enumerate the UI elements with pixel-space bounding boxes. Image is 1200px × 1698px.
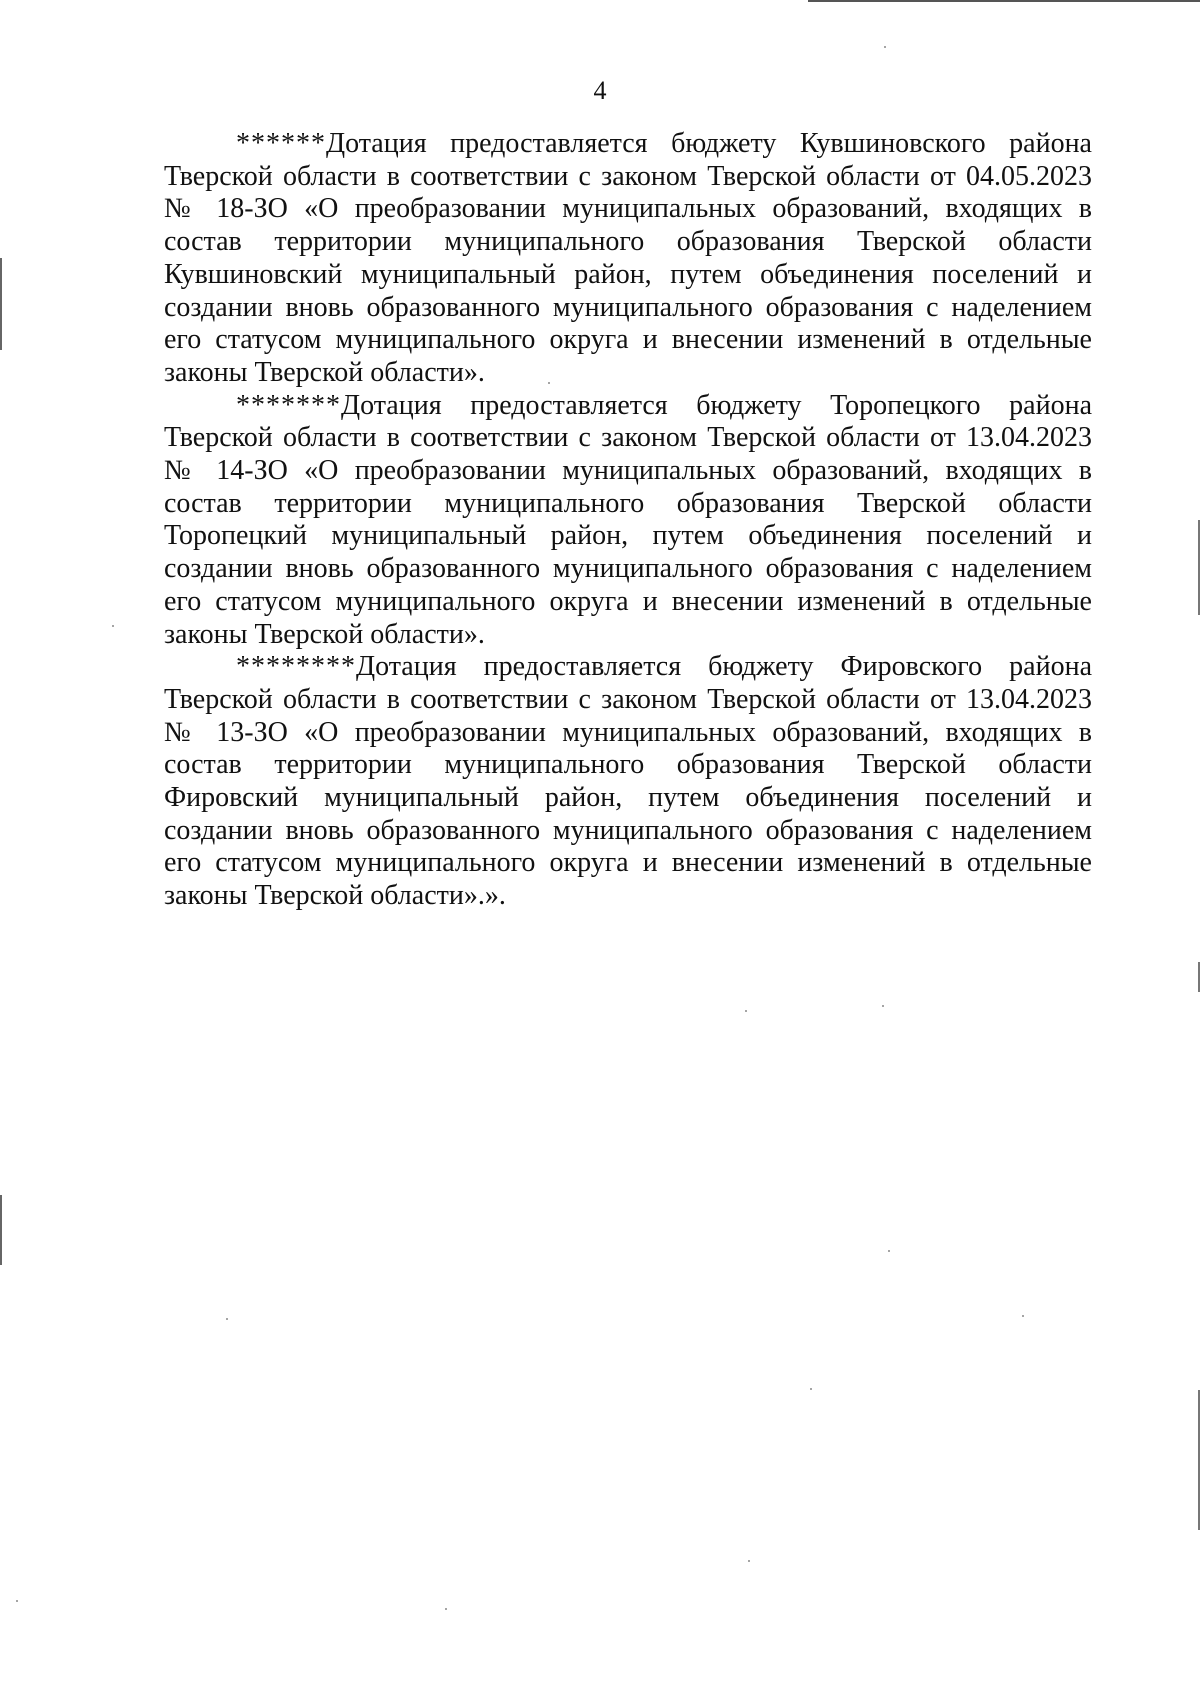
footnote-paragraph-kuvshinovo <box>164 128 1092 390</box>
footnote-marker: ******* <box>236 389 341 421</box>
scan-speck <box>882 1005 884 1007</box>
scan-speck <box>16 1600 18 1602</box>
footnote-marker: ****** <box>236 128 326 159</box>
page-number: 4 <box>593 76 607 105</box>
scan-left-edge-mark <box>0 258 2 350</box>
footnote-paragraph-toropets <box>164 390 1092 652</box>
scan-top-edge-line <box>808 0 1200 2</box>
scan-speck <box>810 1388 812 1390</box>
footnote-text: Дотация предоставляется бюджету Кувшиновского района Тверской области в соответствии с законом Тверской области от 04.05.2023 № 18-ЗО «О преобразовании муниципальных образований, входящих в состав территории муниципального образования Тверской области Кувшиновский муниципальный район, путем объединения поселений и создании вновь образованного муниципального образования с наделением его статусом муниципального округа и внесении изменений в отдельные законы Тверской области». <box>164 128 1092 388</box>
footnote-marker: ******** <box>236 651 356 683</box>
scan-speck <box>748 1560 750 1562</box>
scan-speck <box>112 625 114 627</box>
scan-speck <box>445 1608 447 1610</box>
footnote-paragraph-firovo <box>164 651 1092 913</box>
scan-speck <box>745 1010 747 1012</box>
scan-speck <box>1022 1315 1024 1317</box>
scan-speck <box>226 1318 228 1320</box>
scan-speck <box>884 46 886 48</box>
footnote-text: Дотация предоставляется бюджету Торопецкого района Тверской области в соответствии с законом Тверской области от 13.04.2023 № 14-ЗО «О преобразовании муниципальных образований, входящих в состав территории муниципального образования Тверской области Торопецкий муниципальный район, путем объединения поселений и создании вновь образованного муниципального образования с наделением его статусом муниципального округа и внесении изменений в отдельные законы Тверской области». <box>164 389 1092 650</box>
scan-left-edge-mark <box>0 1195 2 1265</box>
document-body <box>164 128 1092 913</box>
scan-speck <box>888 1250 890 1252</box>
footnote-text: Дотация предоставляется бюджету Фировского района Тверской области в соответствии с законом Тверской области от 13.04.2023 № 13-ЗО «О преобразовании муниципальных образований, входящих в состав территории муниципального образования Тверской области Фировский муниципальный район, путем объединения поселений и создании вновь образованного муниципального образования с наделением его статусом муниципального округа и внесении изменений в отдельные законы Тверской области».». <box>164 651 1092 912</box>
